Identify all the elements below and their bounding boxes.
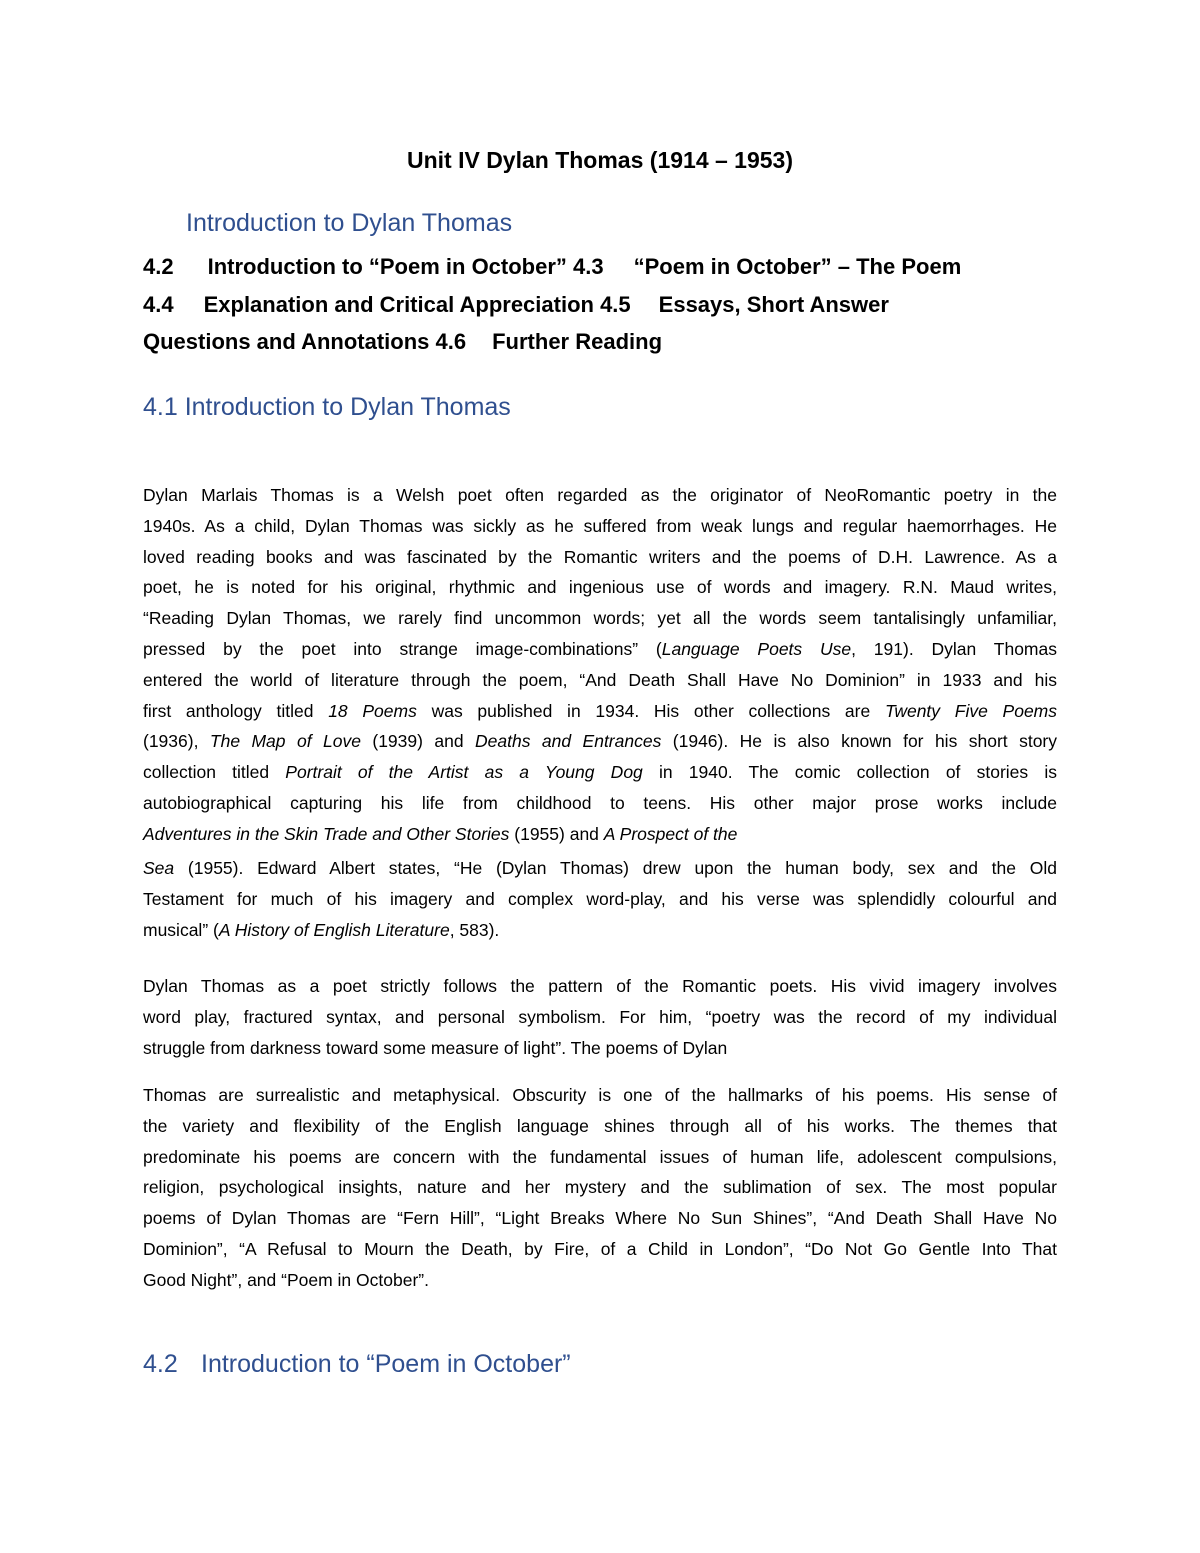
italic-title: Language Poets Use xyxy=(661,639,852,659)
section-heading xyxy=(143,1348,571,1380)
toc-entry: Questions and Annotations 4.6 xyxy=(143,329,467,354)
text-line: Dylan Thomas as a poet strictly follows the pattern of the Romantic poets. His vivid imagery involves xyxy=(143,976,1057,996)
italic-title: Sea xyxy=(143,858,175,878)
text-line xyxy=(143,822,1057,846)
text-run: (1946). He is also known for his short story xyxy=(661,731,1058,751)
text-line: autobiographical capturing his life from childhood to teens. His other major prose works include xyxy=(143,793,1057,813)
text-line xyxy=(143,637,1057,661)
text-run: (1939) and xyxy=(360,731,476,751)
text-line: struggle from darkness toward some measure of light”. The poems of Dylan xyxy=(143,1038,728,1058)
text-line: “Reading Dylan Thomas, we rarely find uncommon words; yet all the words seem tantalisingly unfamiliar, xyxy=(143,608,1057,628)
toc-line xyxy=(143,327,1063,357)
text-line: Dominion”, “A Refusal to Mourn the Death, by Fire, of a Child in London”, “Do Not Go Gentle Into That xyxy=(143,1239,1057,1259)
toc-number: 4.2 xyxy=(143,254,174,279)
toc-number: 4.4 xyxy=(143,292,174,317)
text-line xyxy=(143,856,1057,880)
text-run: (1936), xyxy=(143,731,210,751)
text-line: Good Night”, and “Poem in October”. xyxy=(143,1270,429,1290)
text-line: religion, psychological insights, nature and her mystery and the sublimation of sex. The most popular xyxy=(143,1177,1057,1197)
text-line: entered the world of literature through the poem, “And Death Shall Have No Dominion” in 1933 and his xyxy=(143,670,1057,690)
toc-line xyxy=(143,290,1063,320)
text-run: collection titled xyxy=(143,762,286,782)
toc-entry: “Poem in October” – The Poem xyxy=(633,254,962,279)
text-line xyxy=(143,729,1057,753)
italic-title: The Map of Love xyxy=(209,731,361,751)
toc-entry: Introduction to “Poem in October” 4.3 xyxy=(207,254,604,279)
italic-title: 18 Poems xyxy=(328,701,417,721)
text-run: musical” ( xyxy=(143,920,219,940)
text-line xyxy=(143,760,1057,784)
text-run: (1955). Edward Albert states, “He (Dylan Thomas) drew upon the human body, sex and the Old xyxy=(174,858,1057,878)
toc-entry: Explanation and Critical Appreciation 4.5 xyxy=(203,292,631,317)
toc-entry: Essays, Short Answer xyxy=(658,292,889,317)
text-line: Dylan Marlais Thomas is a Welsh poet often regarded as the originator of NeoRomantic poetry in the xyxy=(143,485,1057,505)
italic-title: Deaths and Entrances xyxy=(475,731,662,751)
section-heading: 4.1 Introduction to Dylan Thomas xyxy=(143,393,511,421)
text-line: predominate his poems are concern with the fundamental issues of human life, adolescent compulsions, xyxy=(143,1147,1057,1167)
text-line: word play, fractured syntax, and personal symbolism. For him, “poetry was the record of my individual xyxy=(143,1007,1057,1027)
section-number: 4.2 xyxy=(143,1350,178,1378)
text-run: in 1940. The comic collection of stories is xyxy=(642,762,1057,782)
text-line: poet, he is noted for his original, rhythmic and ingenious use of words and imagery. R.N. Maud writes, xyxy=(143,577,1057,597)
text-run: , 191). Dylan Thomas xyxy=(851,639,1057,659)
italic-title: Portrait of the Artist as a Young Dog xyxy=(285,762,643,782)
italic-title: A History of English Literature xyxy=(218,920,450,940)
italic-title: Twenty Five Poems xyxy=(884,701,1058,721)
section-title: Introduction to “Poem in October” xyxy=(201,1350,571,1378)
page-title: Unit IV Dylan Thomas (1914 – 1953) xyxy=(406,147,794,173)
toc-heading: Introduction to Dylan Thomas xyxy=(186,209,513,237)
toc-line xyxy=(143,252,1063,282)
text-line: Testament for much of his imagery and complex word-play, and his verse was splendidly colourful and xyxy=(143,889,1057,909)
text-line: Thomas are surrealistic and metaphysical. Obscurity is one of the hallmarks of his poems. His sense of xyxy=(143,1085,1057,1105)
text-run: first anthology titled xyxy=(143,701,329,721)
text-line: 1940s. As a child, Dylan Thomas was sickly as he suffered from weak lungs and regular haemorrhages. He xyxy=(143,516,1057,536)
text-line xyxy=(143,699,1057,723)
text-run: was published in 1934. His other collections are xyxy=(416,701,885,721)
text-line: the variety and flexibility of the English language shines through all of his works. The themes that xyxy=(143,1116,1057,1136)
text-line: loved reading books and was fascinated by the Romantic writers and the poems of D.H. Lawrence. As a xyxy=(143,547,1057,567)
text-line: poems of Dylan Thomas are “Fern Hill”, “Light Breaks Where No Sun Shines”, “And Death Shall Have No xyxy=(143,1208,1057,1228)
text-run: (1955) and xyxy=(509,824,604,844)
text-run: pressed by the poet into strange image-combinations” ( xyxy=(143,639,662,659)
italic-title: Adventures in the Skin Trade and Other Stories xyxy=(143,824,510,844)
text-line xyxy=(143,918,1057,942)
text-run: , 583). xyxy=(449,920,500,940)
italic-title: A Prospect of the xyxy=(603,824,738,844)
toc-entry: Further Reading xyxy=(492,329,663,354)
